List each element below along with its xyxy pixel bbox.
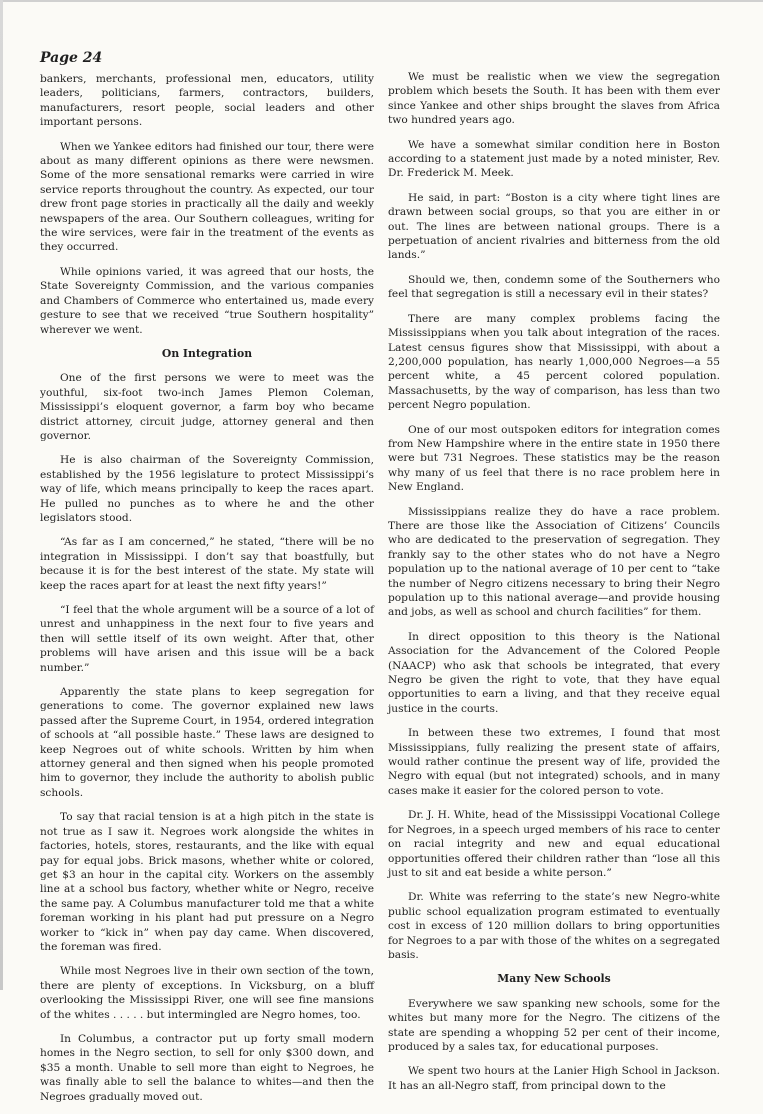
paragraph: We spent two hours at the Lanier High School in Jackson. It has an all-Negro staff, from principal down to the <box>388 1065 720 1092</box>
paragraph: In Columbus, a contractor put up forty small modern homes in the Negro section, to sell for only $300 down, and $35 a month. Unable to sell more than eight to Negroes, he was finally able to sell the balance to whites—and then the Negroes gradually moved out. <box>40 1032 374 1103</box>
page-number: Page 24 <box>40 50 103 66</box>
paragraph: He is also chairman of the Sovereignty Commission, established by the 1956 legislature to protect Mississippi’s way of life, which means principally to keep the races apart. He pulled no punches as to where he and the other legislators stood. <box>40 454 374 524</box>
paragraph: Everywhere we saw spanking new schools, some for the whites but many more for the Negro. The citizens of the state are spending a whopping 52 per cent of their income, produced by a sales tax, for educational purposes. <box>388 997 720 1053</box>
paragraph: Should we, then, condemn some of the Southerners who feel that segregation is still a necessary evil in their states? <box>388 273 720 301</box>
paragraph: Apparently the state plans to keep segregation for generations to come. The governor explained new laws passed after the Supreme Court, in 1954, ordered integration of schools at “all possible haste.” These laws are designed to keep Negroes out of white schools. Written by him when attorney general and then signed when his people promoted him to governor, they include the authority to abolish public schools. <box>40 686 374 799</box>
paragraph: Mississippians realize they do have a race problem. There are those like the Association of Citizens’ Councils who are dedicated to the preservation of segregation. They frankly say to the other states who do not have a Negro population up to the national average of 10 per cent to “take the number of Negro citizens necessary to bring their Negro population up to this national average—and provide housing and jobs, as well as school and church facilities” for them. <box>388 505 720 619</box>
paragraph: In direct opposition to this theory is the National Association for the Advancement of the Colored People (NAACP) who ask that schools be integrated, that every Negro be given the right to vote, that they have equal opportunities to earn a living, and that they receive equal justice in the courts. <box>388 630 720 715</box>
left-column <box>40 72 374 1114</box>
paragraph: While most Negroes live in their own section of the town, there are plenty of exceptions. In Vicksburg, on a bluff overlooking the Mississippi River, one will see fine mansions of the whites . . . . . but intermingled are Negro homes, too. <box>40 965 374 1021</box>
paragraph: To say that racial tension is at a high pitch in the state is not true as I saw it. Negroes work alongside the whites in factories, hotels, stores, restaurants, and the like with equal pay for equal jobs. Brick masons, whether white or colored, get $3 an hour in the capital city. Workers on the assembly line at a school bus factory, whether white or Negro, receive the same pay. A Columbus manufacturer told me that a white foreman working in his plant had put pressure on a Negro worker to “kick in” when pay day came. When discovered, the foreman was fired. <box>40 811 374 953</box>
paragraph: “As far as I am concerned,” he stated, “there will be no integration in Mississippi. I don’t say that boastfully, but because it is for the best interest of the state. My state will keep the races apart for at least the next fifty years!” <box>40 536 374 592</box>
right-column <box>388 70 720 1103</box>
page-left-edge <box>0 0 3 990</box>
paragraph: bankers, merchants, professional men, educators, utility leaders, politicians, farmers, contractors, builders, manufacturers, resort people, social leaders and other important persons. <box>40 73 374 129</box>
paragraph: Dr. White was referring to the state’s new Negro-white public school equalization program estimated to eventually cost in excess of 120 million dollars to bring opportunities for Negroes to a par with those of the whites on a segregated basis. <box>388 891 720 961</box>
paragraph: He said, in part: “Boston is a city where tight lines are drawn between social groups, so that you are either in or out. The lines are between national groups. There is a perpetuation of ancient rivalries and bitterness from the old lands.” <box>388 191 720 262</box>
section-heading-integration: On Integration <box>161 346 253 360</box>
paragraph: One of the first persons we were to meet was the youthful, six-foot two-inch James Plemon Coleman, Mississippi’s eloquent governor, a farm boy who became district attorney, circuit judge, attorney general and then governor. <box>40 372 374 442</box>
section-heading-schools: Many New Schools <box>497 972 611 986</box>
paragraph: In between these two extremes, I found that most Mississippians, fully realizing the present state of affairs, would rather continue the present way of life, provided the Negro with equal (but not integrated) schools, and in many cases make it easier for the colored person to vote. <box>388 727 720 797</box>
paragraph: While opinions varied, it was agreed that our hosts, the State Sovereignty Commission, and the various companies and Chambers of Commerce who entertained us, made every gesture to see that we received “true Southern hospitality” wherever we went. <box>40 265 374 336</box>
paragraph: “I feel that the whole argument will be a source of a lot of unrest and unhappiness in the next four to five years and then will settle itself of its own weight. After that, other problems will have arisen and this issue will be a back number.” <box>40 604 374 674</box>
paragraph: We must be realistic when we view the segregation problem which besets the South. It has been with them ever since Yankee and other ships brought the slaves from Africa two hundred years ago. <box>388 71 720 127</box>
paragraph: When we Yankee editors had finished our tour, there were about as many different opinions as there were newsmen. Some of the more sensational remarks were carried in wire service reports throughout the country. As expected, our tour drew front page stories in practically all the daily and weekly newspapers of the area. Our Southern colleagues, writing for the wire services, were fair in the treatment of the events as they occurred. <box>40 140 374 254</box>
page-top-edge <box>0 0 763 2</box>
paragraph: There are many complex problems facing the Mississippians when you talk about integration of the races. Latest census figures show that Mississippi, with about a 2,200,000 population, has nearly 1,000,000 Negroes—a 55 percent white, a 45 percent colored population. Massachusetts, by the way of comparison, has less than two percent Negro population. <box>388 312 720 412</box>
paragraph: Dr. J. H. White, head of the Mississippi Vocational College for Negroes, in a speech urged members of his race to center on racial integrity and new and equal educational opportunities offered their children rather than “lose all this just to sit and eat beside a white person.” <box>388 809 720 879</box>
paragraph: One of our most outspoken editors for integration comes from New Hampshire where in the entire state in 1950 there were but 731 Negroes. These statistics may be the reason why many of us feel that there is no race problem here in New England. <box>388 423 720 494</box>
paragraph: We have a somewhat similar condition here in Boston according to a statement just made by a noted minister, Rev. Dr. Frederick M. Meek. <box>388 138 720 180</box>
